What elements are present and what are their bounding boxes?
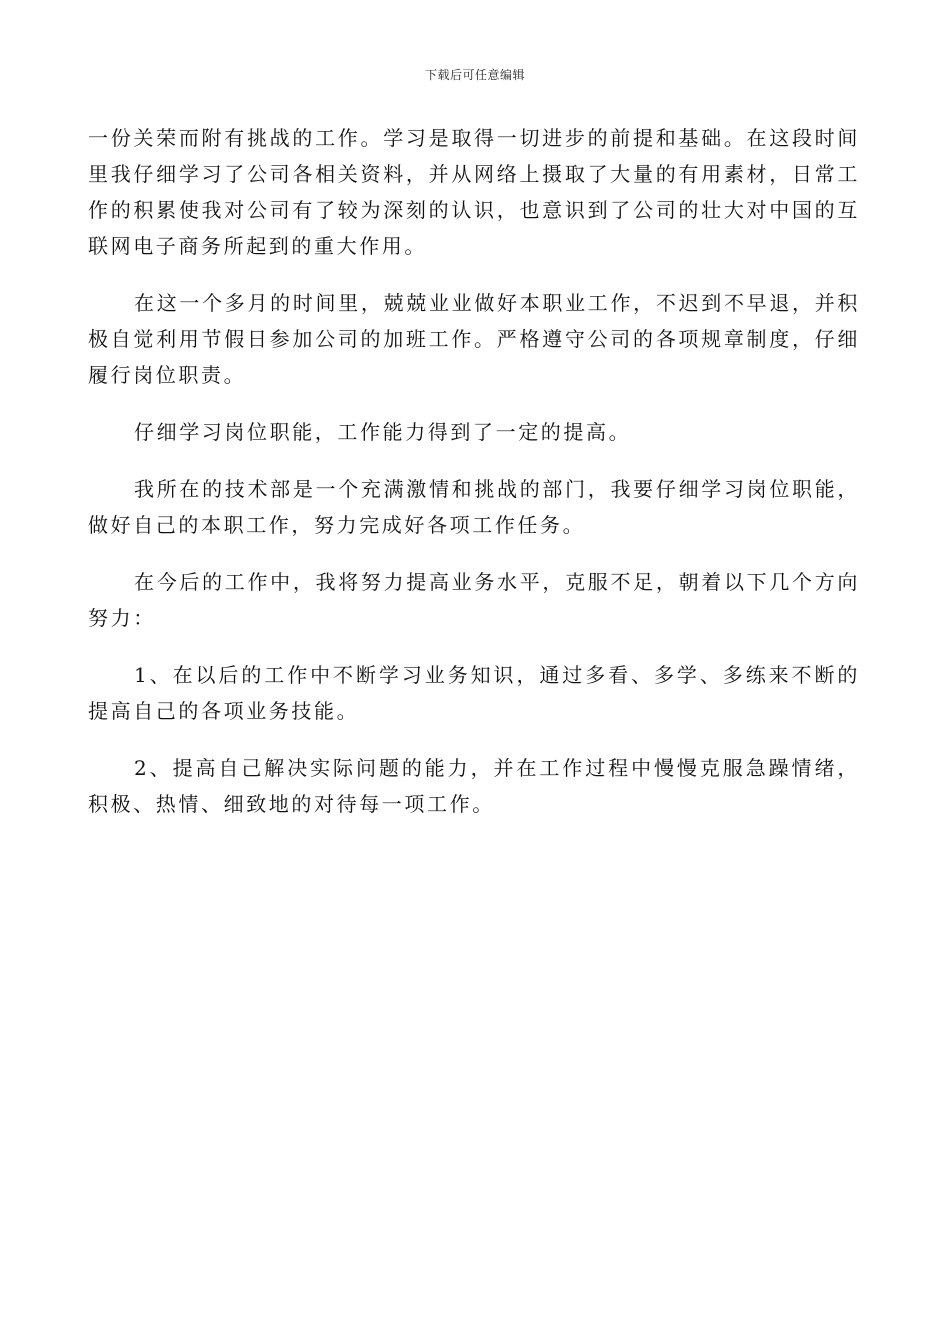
paragraph-tech-department: 我所在的技术部是一个充满激情和挑战的部门，我要仔细学习岗位职能，做好自己的本职工作，努力完成好各项工作任务。 [88, 477, 860, 537]
paragraph-ability-improvement: 仔细学习岗位职能，工作能力得到了一定的提高。 [134, 420, 632, 444]
paragraph-future-directions: 在今后的工作中，我将努力提高业务水平，克服不足，朝着以下几个方向努力： [88, 570, 860, 630]
document-body [88, 120, 860, 843]
paragraph-work-attitude: 在这一个多月的时间里，兢兢业业做好本职业工作，不迟到不早退，并积极自觉利用节假日参加公司的加班工作。严格遵守公司的各项规章制度，仔细履行岗位职责。 [88, 291, 860, 387]
page-header-note: 下载后可任意编辑 [424, 68, 525, 82]
list-item-1: 1、在以后的工作中不断学习业务知识，通过多看、多学、多练来不断的提高自己的各项业务技能。 [88, 663, 860, 723]
paragraph-continuation: 一份关荣而附有挑战的工作。学习是取得一切进步的前提和基础。在这段时间里我仔细学习了公司各相关资料，并从网络上摄取了大量的有用素材，日常工作的积累使我对公司有了较为深刻的认识，也意识到了公司的壮大对中国的互联网电子商务所起到的重大作用。 [88, 126, 860, 258]
list-item-2: 2、提高自己解决实际问题的能力，并在工作过程中慢慢克服急躁情绪，积极、热情、细致地的对待每一项工作。 [88, 756, 860, 816]
